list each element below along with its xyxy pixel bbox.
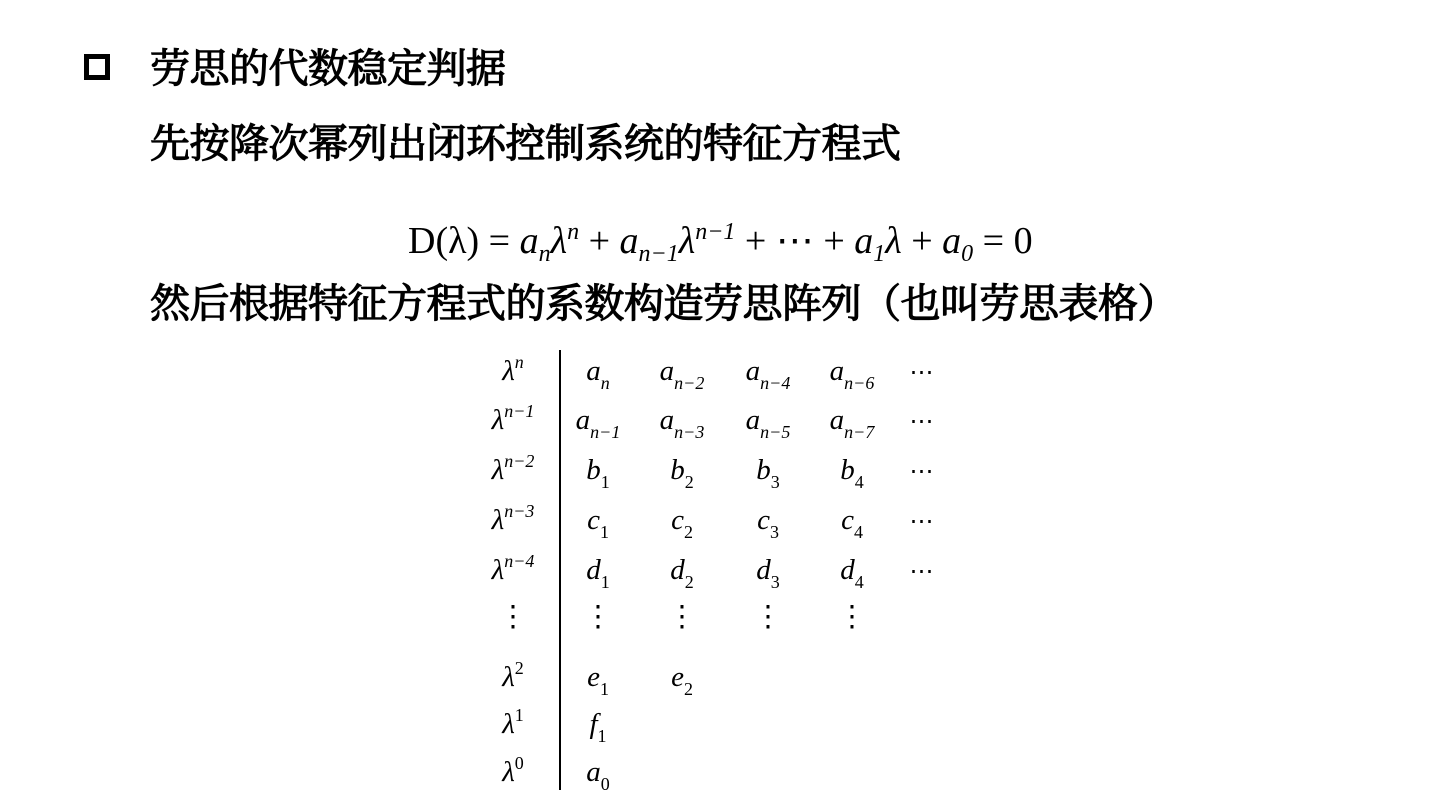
cell-superscript: 1 <box>514 705 524 725</box>
routh-row-label <box>502 707 524 744</box>
routh-cell <box>660 354 705 391</box>
eq-term-coef: a <box>619 220 639 262</box>
cell-text: ⋯ <box>909 459 935 485</box>
cell-base: a <box>586 756 601 788</box>
eq-term-pow: n−1 <box>695 219 736 245</box>
cell-base: b <box>756 454 771 486</box>
equation-rhs: = 0 <box>982 220 1033 262</box>
cell-subscript: n−3 <box>674 422 705 442</box>
cell-subscript: 2 <box>684 572 694 592</box>
cell-base: f <box>589 708 598 740</box>
cell-base: a <box>745 355 761 387</box>
cell-subscript: 2 <box>683 679 693 699</box>
routh-cell <box>910 553 935 589</box>
routh-cell <box>840 453 864 490</box>
cell-text: ⋯ <box>909 559 935 585</box>
cell-subscript: n−7 <box>844 422 875 442</box>
routh-cell <box>756 553 780 590</box>
cell-superscript: 2 <box>514 658 524 678</box>
eq-term-sub: n−1 <box>638 241 679 267</box>
cell-subscript: 2 <box>683 522 693 542</box>
eq-term-var: λ <box>550 220 568 262</box>
cell-superscript: n−3 <box>504 501 535 521</box>
routh-cell <box>586 755 610 792</box>
routh-cell <box>840 553 864 590</box>
routh-cell <box>670 453 694 490</box>
routh-row-label <box>492 553 535 590</box>
cell-superscript: n−1 <box>504 401 535 421</box>
routh-cell <box>746 403 791 440</box>
cell-base: b <box>670 454 685 486</box>
cell-subscript: 3 <box>770 472 780 492</box>
routh-cell <box>910 354 935 390</box>
cell-base: λ <box>502 355 515 387</box>
cell-base: c <box>671 504 684 536</box>
cell-base: b <box>586 454 601 486</box>
routh-cell <box>910 403 935 439</box>
routh-row-label <box>492 403 535 440</box>
routh-cell <box>586 354 610 391</box>
routh-cell <box>756 453 780 490</box>
cell-base: λ <box>491 504 505 536</box>
cell-subscript: 3 <box>770 572 780 592</box>
routh-cell <box>584 600 613 634</box>
cell-base: λ <box>502 756 515 788</box>
cell-subscript: n−6 <box>844 373 875 393</box>
routh-row-label <box>502 660 524 697</box>
cell-base: e <box>587 661 600 693</box>
routh-row-label <box>502 755 524 792</box>
routh-cell <box>671 660 693 697</box>
step-2-text: 然后根据特征方程式的系数构造劳思阵列（也叫劳思表格） <box>150 281 1177 327</box>
cell-subscript: 1 <box>599 679 609 699</box>
routh-cell <box>830 403 875 440</box>
cell-base: c <box>587 504 600 536</box>
routh-cell <box>660 403 705 440</box>
routh-cell <box>587 660 609 697</box>
cell-text: ⋮ <box>583 601 613 633</box>
cell-text: ⋮ <box>667 601 697 633</box>
cell-subscript: n−4 <box>760 373 791 393</box>
cell-base: a <box>659 355 675 387</box>
cell-subscript: n <box>600 373 610 393</box>
cell-base: c <box>841 504 854 536</box>
routh-cell <box>838 600 867 634</box>
cell-subscript: n−5 <box>760 422 791 442</box>
cell-subscript: 4 <box>853 522 863 542</box>
cell-text: ⋯ <box>909 409 935 435</box>
cell-subscript: n−2 <box>674 373 705 393</box>
cell-base: e <box>671 661 684 693</box>
cell-superscript: n−4 <box>504 551 535 571</box>
cell-base: d <box>586 554 601 586</box>
cell-base: a <box>745 404 761 436</box>
cell-subscript: 2 <box>684 472 694 492</box>
eq-term-var: λ <box>678 220 696 262</box>
routh-row-label <box>499 600 528 634</box>
routh-cell <box>670 553 694 590</box>
routh-cell <box>830 354 875 391</box>
eq-term-sub: 0 <box>961 241 974 267</box>
cell-base: λ <box>491 404 505 436</box>
routh-divider-line <box>559 350 561 790</box>
cell-base: λ <box>502 661 515 693</box>
routh-cell <box>587 503 609 540</box>
cell-subscript: 1 <box>597 726 607 746</box>
cell-base: d <box>756 554 771 586</box>
routh-cell <box>668 600 697 634</box>
eq-ellipsis: + ⋯ + <box>744 220 845 262</box>
cell-superscript: n <box>514 352 524 372</box>
cell-base: λ <box>491 454 505 486</box>
routh-cell <box>586 453 610 490</box>
cell-text: ⋮ <box>753 601 783 633</box>
cell-base: a <box>575 404 591 436</box>
cell-base: c <box>757 504 770 536</box>
cell-base: a <box>829 404 845 436</box>
routh-cell <box>586 553 610 590</box>
routh-cell <box>910 453 935 489</box>
square-bullet-icon <box>84 54 110 80</box>
cell-base: b <box>840 454 855 486</box>
cell-subscript: 1 <box>600 472 610 492</box>
cell-text: ⋯ <box>909 509 935 535</box>
routh-cell <box>671 503 693 540</box>
routh-cell <box>576 403 621 440</box>
eq-term-pow: n <box>567 219 580 245</box>
cell-text: ⋮ <box>498 601 528 633</box>
cell-subscript: 1 <box>599 522 609 542</box>
cell-superscript: n−2 <box>504 451 535 471</box>
cell-text: ⋮ <box>837 601 867 633</box>
eq-term-coef: a <box>519 220 539 262</box>
routh-cell <box>746 354 791 391</box>
equation-lhs: D(λ) = <box>408 220 511 262</box>
routh-row-label <box>492 453 535 490</box>
cell-subscript: 4 <box>854 572 864 592</box>
cell-base: λ <box>491 554 505 586</box>
cell-subscript: 4 <box>854 472 864 492</box>
cell-base: a <box>586 355 601 387</box>
cell-base: a <box>829 355 845 387</box>
routh-cell <box>910 503 935 539</box>
cell-subscript: 1 <box>600 572 610 592</box>
cell-subscript: n−1 <box>590 422 621 442</box>
cell-superscript: 0 <box>514 753 524 773</box>
eq-term-coef: a <box>854 220 874 262</box>
cell-base: a <box>659 404 675 436</box>
routh-cell <box>589 707 606 744</box>
eq-term-sub: n <box>538 241 551 267</box>
slide-title: 劳思的代数稳定判据 <box>150 46 506 92</box>
step-1-text: 先按降次幂列出闭环控制系统的特征方程式 <box>150 121 901 167</box>
eq-term-coef: a <box>942 220 962 262</box>
eq-term-var: λ <box>885 220 902 262</box>
routh-cell <box>841 503 863 540</box>
cell-text: ⋯ <box>909 360 935 386</box>
cell-subscript: 0 <box>600 774 610 794</box>
eq-term-sub: 1 <box>873 241 886 267</box>
routh-cell <box>757 503 779 540</box>
cell-subscript: 3 <box>769 522 779 542</box>
cell-base: d <box>840 554 855 586</box>
characteristic-equation: $D(\lambda) = a_n\lambda^n + a_{n-1}\lambda^{n-1}$ + ⋯ + $a_1\lambda + a_0 = 0$ <box>408 219 1033 267</box>
cell-base: d <box>670 554 685 586</box>
routh-row-label <box>492 503 535 540</box>
routh-cell <box>754 600 783 634</box>
cell-base: λ <box>502 708 515 740</box>
routh-row-label <box>502 354 524 391</box>
